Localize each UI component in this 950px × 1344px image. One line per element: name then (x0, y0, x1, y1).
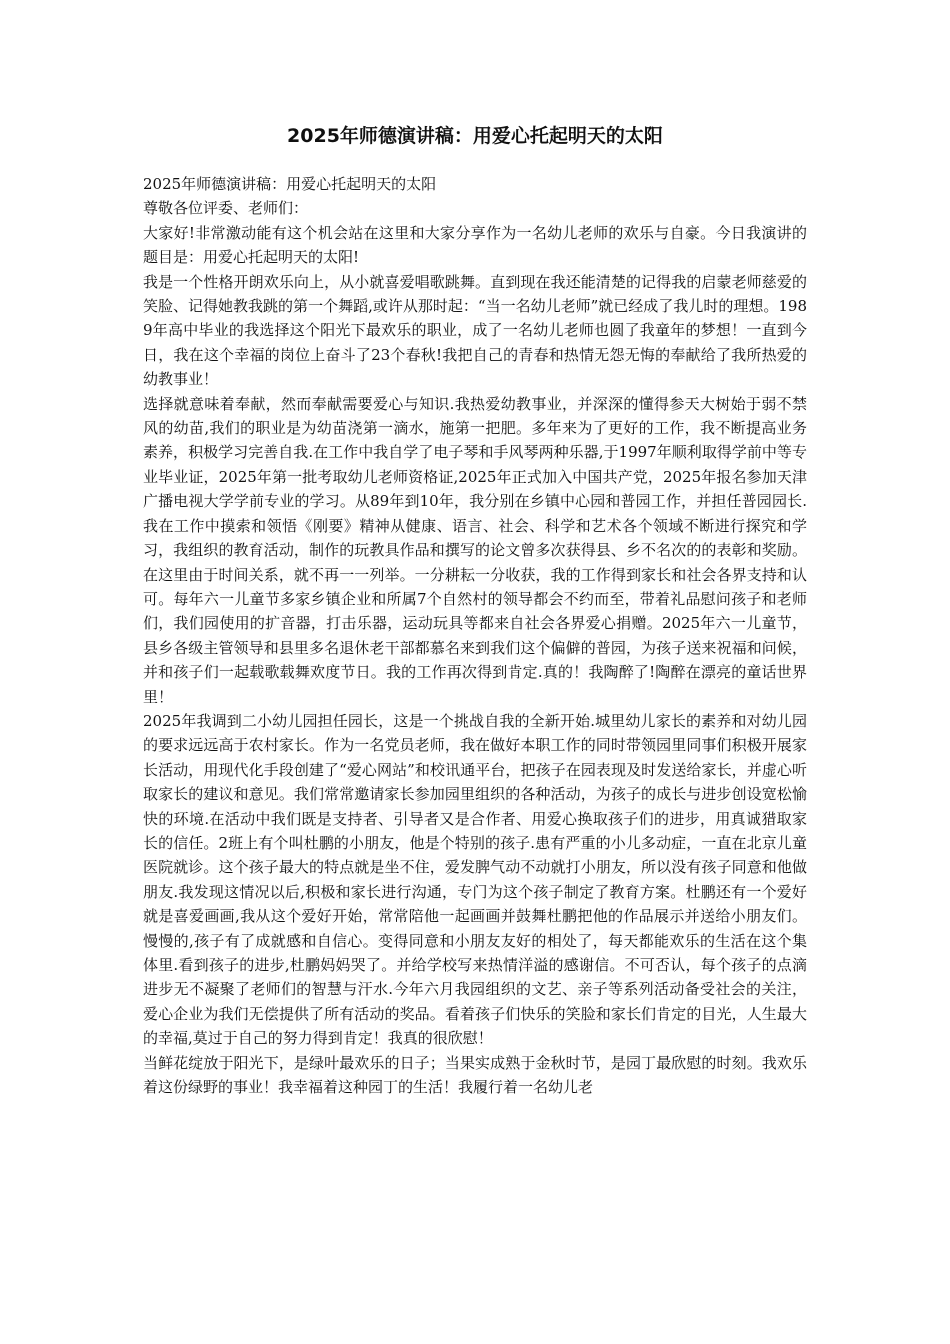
paragraph-childhood: 我是一个性格开朗欢乐向上，从小就喜爱唱歌跳舞。直到现在我还能清楚的记得我的启蒙老师慈爱的笑脸、记得她教我跳的第一个舞蹈,或许从那时起：“当一名幼儿老师”就已经成了我儿时的理想。1989年高中毕业的我选择这个阳光下最欢乐的职业，成了一名幼儿老师也圆了我童年的梦想！一直到今日，我在这个幸福的岗位上奋斗了23个春秋!我把自己的青春和热情无怨无悔的奉献给了我所热爱的幼教事业！ (143, 272, 807, 389)
paragraph-subtitle: 2025年师德演讲稿：用爱心托起明天的太阳 (143, 175, 437, 193)
document-page (143, 122, 807, 1099)
document-title: 2025年师德演讲稿：用爱心托起明天的太阳 (287, 125, 663, 147)
paragraph-salutation: 尊敬各位评委、老师们： (143, 199, 309, 218)
paragraph-dedication: 选择就意味着奉献，然而奉献需要爱心与知识.我热爱幼教事业，并深深的懂得参天大树始于弱不禁风的幼苗,我们的职业是为幼苗浇第一滴水，施第一把肥。多年来为了更好的工作，我不断提高业务素养，积极学习完善自我.在工作中我自学了电子琴和手风琴两种乐器,于1997年顺利取得学前中等专业毕业证，2025年第一批考取幼儿老师资格证,2025年正式加入中国共产党，2025年报名参加天津广播电视大学学前专业的学习。从89年到10年，我分别在乡镇中心园和普园工作，并担任普园园长.我在工作中摸索和领悟《刚要》精神从健康、语言、社会、科学和艺术各个领域不断进行探究和学习，我组织的教育活动，制作的玩教具作品和撰写的论文曾多次获得县、乡不名次的的表彰和奖励。在这里由于时间关系，就不再一一列举。一分耕耘一分收获，我的工作得到家长和社会各界支持和认可。每年六一儿童节多家乡镇企业和所属7个自然村的领导都会不约而至，带着礼品慰问孩子和老师们，我们园使用的扩音器，打击乐器，运动玩具等都来自社会各界爱心捐赠。2025年六一儿童节，县乡各级主管领导和县里多名退休老干部都慕名来到我们这个偏僻的普园，为孩子送来祝福和问候，并和孩子们一起载歌载舞欢度节日。我的工作再次得到肯定.真的！我陶醉了!陶醉在漂亮的童话世界里！ (143, 394, 807, 706)
paragraph-new-role: 2025年我调到二小幼儿园担任园长，这是一个挑战自我的全新开始.城里幼儿家长的素养和对幼儿园的要求远远高于农村家长。作为一名党员老师，我在做好本职工作的同时带领园里同事们积极开展家长活动，用现代化手段创建了“爱心网站”和校讯通平台，把孩子在园表现及时发送给家长，并虚心听取家长的建议和意见。我们常常邀请家长参加园里组织的各种活动，为孩子的成长与进步创设宽松愉快的环境.在活动中我们既是支持者、引导者又是合作者、用爱心换取孩子们的进步，用真诚猎取家长的信任。2班上有个叫杜鹏的小朋友，他是个特别的孩子.患有严重的小儿多动症，一直在北京儿童医院就诊。这个孩子最大的特点就是坐不住，爱发脾气动不动就打小朋友，所以没有孩子同意和他做朋友.我发现这情况以后,积极和家长进行沟通，专门为这个孩子制定了教育方案。杜鹏还有一个爱好就是喜爱画画,我从这个爱好开始，常常陪他一起画画并鼓舞杜鹏把他的作品展示并送给小朋友们。慢慢的,孩子有了成就感和自信心。变得同意和小朋友友好的相处了，每天都能欢乐的生活在这个集体里.看到孩子的进步,杜鹏妈妈哭了。并给学校写来热情洋溢的感谢信。不可否认，每个孩子的点滴进步无不凝聚了老师们的智慧与汗水.今年六月我园组织的文艺、亲子等系列活动备受社会的关注，爱心企业为我们无偿提供了所有活动的奖品。看着孩子们快乐的笑脸和家长们肯定的目光，人生最大的幸福,莫过于自己的努力得到肯定！我真的很欣慰！ (143, 711, 807, 1048)
paragraph-conclusion: 当鲜花绽放于阳光下，是绿叶最欢乐的日子；当果实成熟于金秋时节，是园丁最欣慰的时刻。我欢乐着这份绿野的事业！我幸福着这种园丁的生活！我履行着一名幼儿老 (143, 1053, 807, 1097)
paragraph-greeting: 大家好!非常激动能有这个机会站在这里和大家分享作为一名幼儿老师的欢乐与自豪。今日我演讲的题目是：用爱心托起明天的太阳! (143, 223, 807, 267)
